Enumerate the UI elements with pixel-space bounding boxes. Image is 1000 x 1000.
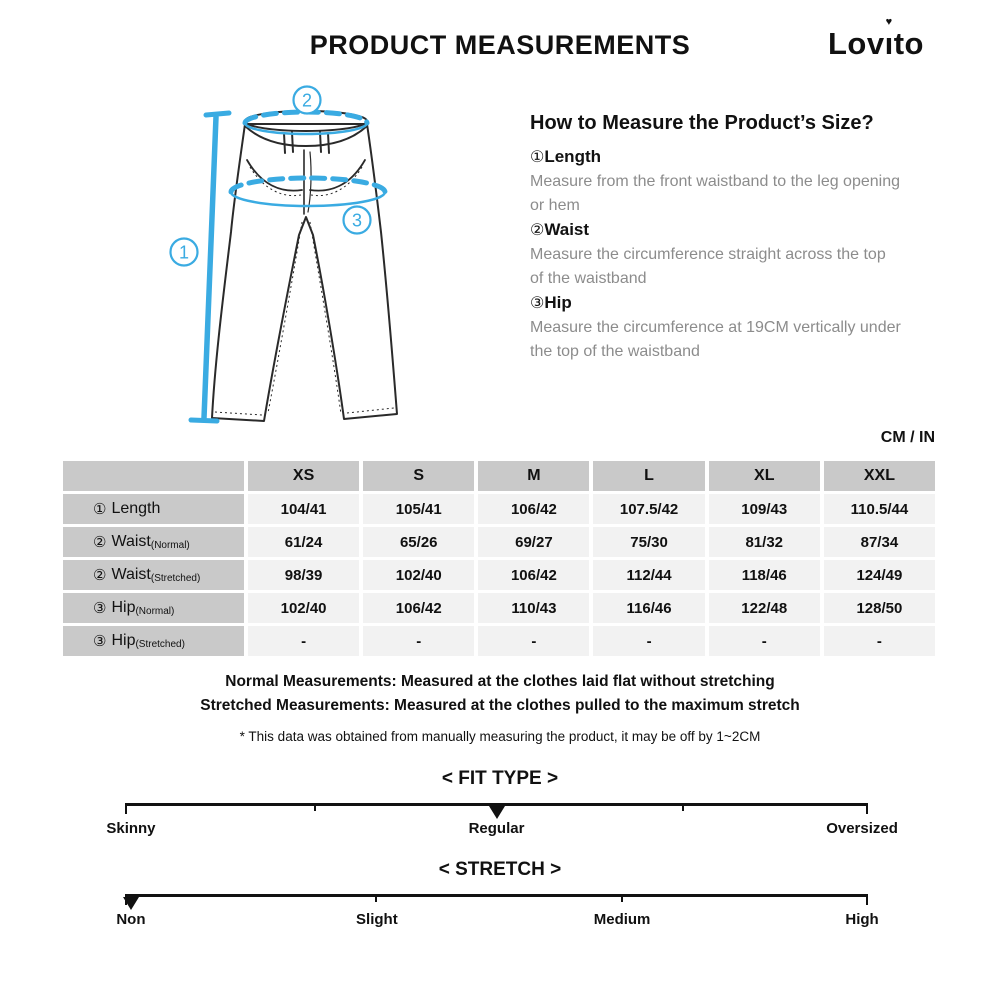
table-cell: 81/32 xyxy=(709,527,820,557)
how-to-item-desc: Measure the circumference straight across the top of the waistband xyxy=(530,246,886,287)
table-cell: 87/34 xyxy=(824,527,935,557)
table-cell: - xyxy=(709,626,820,656)
how-to-item-length xyxy=(530,145,902,218)
stretch-tick xyxy=(375,894,377,902)
stretch-label-high: High xyxy=(845,911,879,928)
table-cell: 106/42 xyxy=(363,593,474,623)
table-cell: 112/44 xyxy=(593,560,704,590)
how-to-item-hip xyxy=(530,291,902,364)
stretch-tick xyxy=(621,894,623,902)
fit-type-tick xyxy=(314,803,316,811)
table-cell: 107.5/42 xyxy=(593,494,704,524)
table-header-m: M xyxy=(478,461,589,491)
table-header-xs: XS xyxy=(248,461,359,491)
fit-type-title: < FIT TYPE > xyxy=(441,768,559,789)
table-cell: 61/24 xyxy=(248,527,359,557)
table-cell: 122/48 xyxy=(709,593,820,623)
table-cell: 124/49 xyxy=(824,560,935,590)
fit-type-tick xyxy=(866,803,868,814)
table-cell: - xyxy=(824,626,935,656)
page-title: PRODUCT MEASUREMENTS xyxy=(309,30,691,60)
brand-letter-i: ı ♥ xyxy=(884,16,894,61)
stretch-title: < STRETCH > xyxy=(438,859,562,880)
row-label-waist-stretched: ② Waist (Stretched) xyxy=(63,560,244,590)
pants-measurement-diagram xyxy=(150,85,500,445)
brand-logo xyxy=(827,16,924,62)
table-cell: 106/42 xyxy=(478,494,589,524)
table-cell: - xyxy=(593,626,704,656)
table-cell: - xyxy=(248,626,359,656)
table-cell: 110.5/44 xyxy=(824,494,935,524)
svg-text:3: 3 xyxy=(351,210,363,231)
how-to-item-waist xyxy=(530,218,902,291)
brand-text-pre: Lov xyxy=(827,26,885,61)
how-to-item-heading: ②Waist xyxy=(530,220,590,239)
fit-type-tick xyxy=(682,803,684,811)
table-cell: 116/46 xyxy=(593,593,704,623)
fit-type-label-regular: Regular xyxy=(468,820,525,837)
fit-type-marker-icon xyxy=(489,806,505,819)
table-cell: 69/27 xyxy=(478,527,589,557)
measurement-notes xyxy=(0,670,1000,744)
how-to-measure-section xyxy=(530,112,902,364)
table-cell: 104/41 xyxy=(248,494,359,524)
table-header-blank xyxy=(63,461,244,491)
table-cell: 65/26 xyxy=(363,527,474,557)
stretch-tick xyxy=(866,894,868,905)
table-cell: 98/39 xyxy=(248,560,359,590)
brand-text-post: to xyxy=(893,26,924,61)
table-cell: 102/40 xyxy=(363,560,474,590)
table-header-s: S xyxy=(363,461,474,491)
table-header-xxl: XXL xyxy=(824,461,935,491)
stretch-scale xyxy=(116,894,879,936)
heart-icon: ♥ xyxy=(885,16,893,28)
callout-1-icon xyxy=(171,239,198,266)
how-to-item-desc: Measure from the front waistband to the leg opening or hem xyxy=(530,173,900,214)
table-cell: 110/43 xyxy=(478,593,589,623)
note-disclaimer: * This data was obtained from manually measuring the product, it may be off by 1~2CM xyxy=(239,729,761,744)
how-to-title: How to Measure the Product’s Size? xyxy=(530,112,874,134)
fit-type-scale xyxy=(106,803,898,845)
table-cell: 75/30 xyxy=(593,527,704,557)
table-cell: - xyxy=(363,626,474,656)
stretch-label-slight: Slight xyxy=(356,911,398,928)
how-to-item-heading: ①Length xyxy=(530,147,601,166)
table-cell: 118/46 xyxy=(709,560,820,590)
table-cell: 109/43 xyxy=(709,494,820,524)
stretch-line xyxy=(125,894,868,897)
note-normal: Normal Measurements: Measured at the clothes laid flat without stretching xyxy=(225,673,775,690)
row-label-hip-stretched: ③ Hip (Stretched) xyxy=(63,626,244,656)
note-stretched: Stretched Measurements: Measured at the clothes pulled to the maximum stretch xyxy=(200,697,800,714)
callout-2-icon xyxy=(294,87,321,114)
callout-3-icon xyxy=(344,207,371,234)
fit-type-label-skinny: Skinny xyxy=(106,820,156,837)
fit-type-label-oversized: Oversized xyxy=(826,820,898,837)
table-cell: 106/42 xyxy=(478,560,589,590)
how-to-item-heading: ③Hip xyxy=(530,293,572,312)
how-to-item-desc: Measure the circumference at 19CM vertically under the top of the waistband xyxy=(530,319,901,360)
row-label-waist-normal: ② Waist (Normal) xyxy=(63,527,244,557)
table-cell: 128/50 xyxy=(824,593,935,623)
table-header-l: L xyxy=(593,461,704,491)
svg-text:1: 1 xyxy=(178,242,190,263)
size-table xyxy=(63,461,935,656)
table-cell: - xyxy=(478,626,589,656)
table-cell: 102/40 xyxy=(248,593,359,623)
row-label-length: ① Length xyxy=(63,494,244,524)
row-label-hip-normal: ③ Hip (Normal) xyxy=(63,593,244,623)
table-cell: 105/41 xyxy=(363,494,474,524)
stretch-label-medium: Medium xyxy=(593,911,651,928)
stretch-label-non: Non xyxy=(116,911,146,928)
svg-text:2: 2 xyxy=(301,90,313,111)
stretch-marker-icon xyxy=(123,897,139,910)
table-header-xl: XL xyxy=(709,461,820,491)
unit-label: CM / IN xyxy=(880,429,935,446)
fit-type-tick xyxy=(125,803,127,814)
